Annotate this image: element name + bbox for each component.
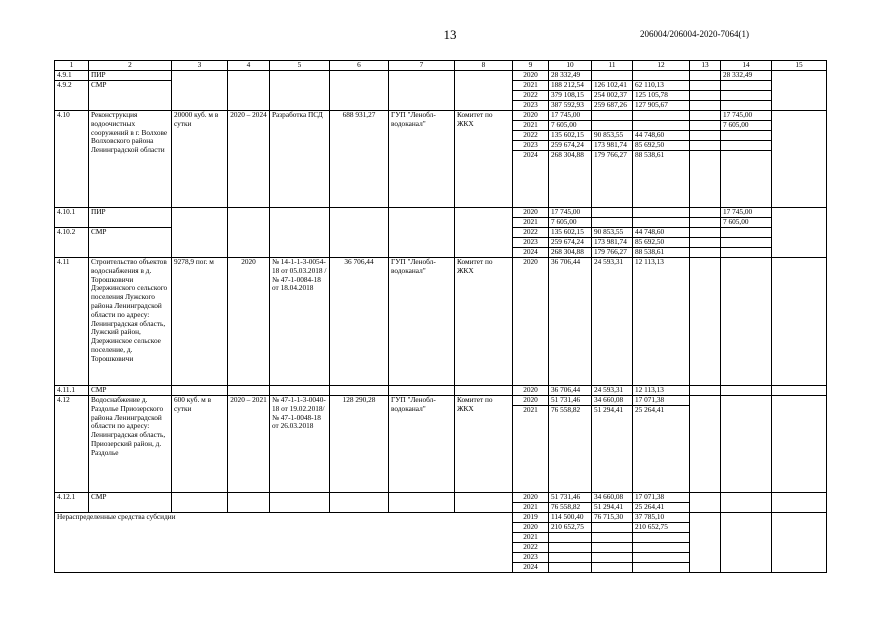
col-header: 6 bbox=[330, 61, 389, 71]
total-cell: 135 602,15 bbox=[549, 131, 592, 141]
cell bbox=[592, 543, 633, 553]
cell bbox=[633, 111, 690, 121]
year-cell: 2023 bbox=[513, 553, 549, 563]
table-row bbox=[55, 208, 827, 218]
year-cell: 2020 bbox=[513, 493, 549, 503]
total-cell: 36 706,44 bbox=[549, 386, 592, 396]
col-header: 2 bbox=[89, 61, 172, 71]
year-cell: 2021 bbox=[513, 81, 549, 91]
budget-table bbox=[54, 60, 827, 573]
row-id: 4.11 bbox=[55, 258, 89, 386]
col-header: 4 bbox=[228, 61, 270, 71]
cell bbox=[633, 218, 690, 228]
cost: 128 290,28 bbox=[330, 396, 389, 493]
year-cell: 2022 bbox=[513, 91, 549, 101]
year-cell: 2020 bbox=[513, 396, 549, 406]
cell bbox=[633, 543, 690, 553]
cell bbox=[592, 563, 633, 573]
cell bbox=[592, 121, 633, 131]
row-id: 4.10.1 bbox=[55, 208, 89, 228]
table-row bbox=[55, 111, 827, 121]
row-name: ПИР bbox=[89, 71, 172, 81]
cell: 173 981,74 bbox=[592, 238, 633, 248]
capacity: 9278,9 пог. м bbox=[172, 258, 228, 386]
row-id: 4.12 bbox=[55, 396, 89, 493]
cell: 173 981,74 bbox=[592, 141, 633, 151]
total-cell bbox=[549, 553, 592, 563]
year-cell: 2020 bbox=[513, 523, 549, 533]
year-cell: 2024 bbox=[513, 151, 549, 208]
year-cell: 2020 bbox=[513, 258, 549, 386]
total-cell: 188 212,54 bbox=[549, 81, 592, 91]
year-cell: 2020 bbox=[513, 111, 549, 121]
cell: 7 605,00 bbox=[721, 121, 772, 131]
total-cell: 268 304,88 bbox=[549, 151, 592, 208]
col-header: 5 bbox=[270, 61, 330, 71]
customer: Комитет по ЖКХ bbox=[455, 258, 513, 386]
total-cell: 259 674,24 bbox=[549, 141, 592, 151]
total-cell: 135 602,15 bbox=[549, 228, 592, 238]
cell: 17 071,38 bbox=[633, 493, 690, 503]
year-cell: 2022 bbox=[513, 228, 549, 238]
document-id: 206004/206004-2020-7064(1) bbox=[640, 29, 749, 39]
capacity: 20000 куб. м в сутки bbox=[172, 111, 228, 208]
row-name: Реконструкция водоочистных сооружений в г. Волхове Волховского района Ленинградской области bbox=[89, 111, 172, 208]
cell: 210 652,75 bbox=[633, 523, 690, 533]
capacity: 600 куб. м в сутки bbox=[172, 396, 228, 493]
cell: 51 294,41 bbox=[592, 503, 633, 513]
table-row bbox=[55, 493, 827, 503]
year-cell: 2024 bbox=[513, 248, 549, 258]
period: 2020 – 2024 bbox=[228, 111, 270, 208]
year-cell: 2021 bbox=[513, 533, 549, 543]
total-cell: 76 558,82 bbox=[549, 503, 592, 513]
cell: 25 264,41 bbox=[633, 503, 690, 513]
total-cell: 28 332,49 bbox=[549, 71, 592, 81]
row-id: 4.10.2 bbox=[55, 228, 89, 258]
table-row bbox=[55, 386, 827, 396]
total-cell: 114 500,40 bbox=[549, 513, 592, 523]
total-cell: 51 731,46 bbox=[549, 493, 592, 503]
cell: 76 715,30 bbox=[592, 513, 633, 523]
total-cell: 51 731,46 bbox=[549, 396, 592, 406]
cell: 179 766,27 bbox=[592, 248, 633, 258]
cell: 12 113,13 bbox=[633, 386, 690, 396]
col-header: 12 bbox=[633, 61, 690, 71]
cell bbox=[592, 553, 633, 563]
total-cell bbox=[549, 543, 592, 553]
col-header: 1 bbox=[55, 61, 89, 71]
year-cell: 2023 bbox=[513, 141, 549, 151]
cell bbox=[633, 71, 690, 81]
document: № 14-1-1-3-0054-18 от 05.03.2018 / № 47-1-0084-18 от 18.04.2018 bbox=[270, 258, 330, 386]
cell: 88 538,61 bbox=[633, 248, 690, 258]
row-name: СМР bbox=[89, 228, 172, 258]
row-id: 4.12.1 bbox=[55, 493, 89, 513]
row-id: 4.9.2 bbox=[55, 81, 89, 111]
unallocated-label: Нераспределенные средства субсидии bbox=[55, 513, 513, 573]
year-cell: 2021 bbox=[513, 121, 549, 131]
table-row bbox=[55, 71, 827, 81]
row-id: 4.11.1 bbox=[55, 386, 89, 396]
cell: 34 660,08 bbox=[592, 493, 633, 503]
total-cell: 7 605,00 bbox=[549, 218, 592, 228]
cell: 126 102,41 bbox=[592, 81, 633, 91]
cell: 37 785,10 bbox=[633, 513, 690, 523]
cell: 17 071,38 bbox=[633, 396, 690, 406]
cell: 24 593,31 bbox=[592, 386, 633, 396]
year-cell: 2021 bbox=[513, 503, 549, 513]
row-name: СМР bbox=[89, 493, 172, 513]
col-header: 3 bbox=[172, 61, 228, 71]
year-cell: 2023 bbox=[513, 101, 549, 111]
cell: 44 748,60 bbox=[633, 131, 690, 141]
cell: 127 905,67 bbox=[633, 101, 690, 111]
col-header: 13 bbox=[690, 61, 721, 71]
total-cell: 17 745,00 bbox=[549, 111, 592, 121]
customer: Комитет по ЖКХ bbox=[455, 396, 513, 493]
row-id: 4.9.1 bbox=[55, 71, 89, 81]
total-cell: 259 674,24 bbox=[549, 238, 592, 248]
document: № 47-1-1-3-0040-18 от 19.02.2018/ № 47-1-0048-18 от 26.03.2018 bbox=[270, 396, 330, 493]
col-header: 10 bbox=[549, 61, 592, 71]
cell: 7 605,00 bbox=[721, 218, 772, 228]
row-name: СМР bbox=[89, 81, 172, 111]
cell: 24 593,31 bbox=[592, 258, 633, 386]
organization: ГУП "Ленобл-водоканал" bbox=[389, 396, 455, 493]
cell: 17 745,00 bbox=[721, 111, 772, 121]
total-cell: 7 605,00 bbox=[549, 121, 592, 131]
cell: 62 110,13 bbox=[633, 81, 690, 91]
year-cell: 2020 bbox=[513, 208, 549, 218]
cost: 688 931,27 bbox=[330, 111, 389, 208]
cell: 254 002,37 bbox=[592, 91, 633, 101]
cell: 17 745,00 bbox=[721, 208, 772, 218]
cell bbox=[592, 71, 633, 81]
header-row bbox=[55, 61, 827, 71]
row-name: Строительство объектов водоснабжения в д. Торошковичи Дзержинского сельского поселения Лужского района Ленинградской области по адресу: Ленинградская область, Лужский район, Дзержинское сельское поселение, д. Торошковичи bbox=[89, 258, 172, 386]
cell: 44 748,60 bbox=[633, 228, 690, 238]
row-name: ПИР bbox=[89, 208, 172, 228]
year-cell: 2024 bbox=[513, 563, 549, 573]
cell bbox=[592, 111, 633, 121]
cell bbox=[592, 523, 633, 533]
row-name: Водоснабжение д. Раздолье Приозерского района Ленинградской области по адресу: Ленинградская область, Приозерский район, д. Раздолье bbox=[89, 396, 172, 493]
total-cell: 17 745,00 bbox=[549, 208, 592, 218]
cell: 125 105,78 bbox=[633, 91, 690, 101]
row-name: СМР bbox=[89, 386, 172, 396]
cell bbox=[592, 208, 633, 218]
cell: 25 264,41 bbox=[633, 406, 690, 493]
total-cell: 76 558,82 bbox=[549, 406, 592, 493]
cost: 36 706,44 bbox=[330, 258, 389, 386]
cell: 179 766,27 bbox=[592, 151, 633, 208]
total-cell: 210 652,75 bbox=[549, 523, 592, 533]
customer: Комитет по ЖКХ bbox=[455, 111, 513, 208]
year-cell: 2019 bbox=[513, 513, 549, 523]
cell: 51 294,41 bbox=[592, 406, 633, 493]
cell bbox=[633, 563, 690, 573]
row-id: 4.10 bbox=[55, 111, 89, 208]
total-cell: 36 706,44 bbox=[549, 258, 592, 386]
cell: 12 113,13 bbox=[633, 258, 690, 386]
table-row bbox=[55, 258, 827, 386]
cell: 90 853,55 bbox=[592, 131, 633, 141]
year-cell: 2022 bbox=[513, 543, 549, 553]
document: Разработка ПСД bbox=[270, 111, 330, 208]
cell: 28 332,49 bbox=[721, 71, 772, 81]
cell: 259 687,26 bbox=[592, 101, 633, 111]
year-cell: 2020 bbox=[513, 386, 549, 396]
cell: 90 853,55 bbox=[592, 228, 633, 238]
cell bbox=[633, 121, 690, 131]
total-cell bbox=[549, 533, 592, 543]
total-cell bbox=[549, 563, 592, 573]
organization: ГУП "Ленобл-водоканал" bbox=[389, 258, 455, 386]
total-cell: 387 592,93 bbox=[549, 101, 592, 111]
col-header: 14 bbox=[721, 61, 772, 71]
cell: 88 538,61 bbox=[633, 151, 690, 208]
cell bbox=[633, 533, 690, 543]
organization: ГУП "Ленобл-водоканал" bbox=[389, 111, 455, 208]
col-header: 15 bbox=[772, 61, 827, 71]
cell bbox=[592, 218, 633, 228]
page-number: 13 bbox=[443, 27, 457, 42]
year-cell: 2021 bbox=[513, 406, 549, 493]
col-header: 8 bbox=[455, 61, 513, 71]
table-row bbox=[55, 396, 827, 406]
total-cell: 268 304,88 bbox=[549, 248, 592, 258]
cell bbox=[633, 208, 690, 218]
period: 2020 bbox=[228, 258, 270, 386]
period: 2020 – 2021 bbox=[228, 396, 270, 493]
col-header: 7 bbox=[389, 61, 455, 71]
year-cell: 2022 bbox=[513, 131, 549, 141]
cell: 85 692,50 bbox=[633, 238, 690, 248]
col-header: 9 bbox=[513, 61, 549, 71]
total-cell: 379 108,15 bbox=[549, 91, 592, 101]
year-cell: 2021 bbox=[513, 218, 549, 228]
cell: 85 692,50 bbox=[633, 141, 690, 151]
year-cell: 2023 bbox=[513, 238, 549, 248]
cell: 34 660,08 bbox=[592, 396, 633, 406]
table-row bbox=[55, 513, 827, 523]
cell bbox=[592, 533, 633, 543]
cell bbox=[633, 553, 690, 563]
year-cell: 2020 bbox=[513, 71, 549, 81]
col-header: 11 bbox=[592, 61, 633, 71]
